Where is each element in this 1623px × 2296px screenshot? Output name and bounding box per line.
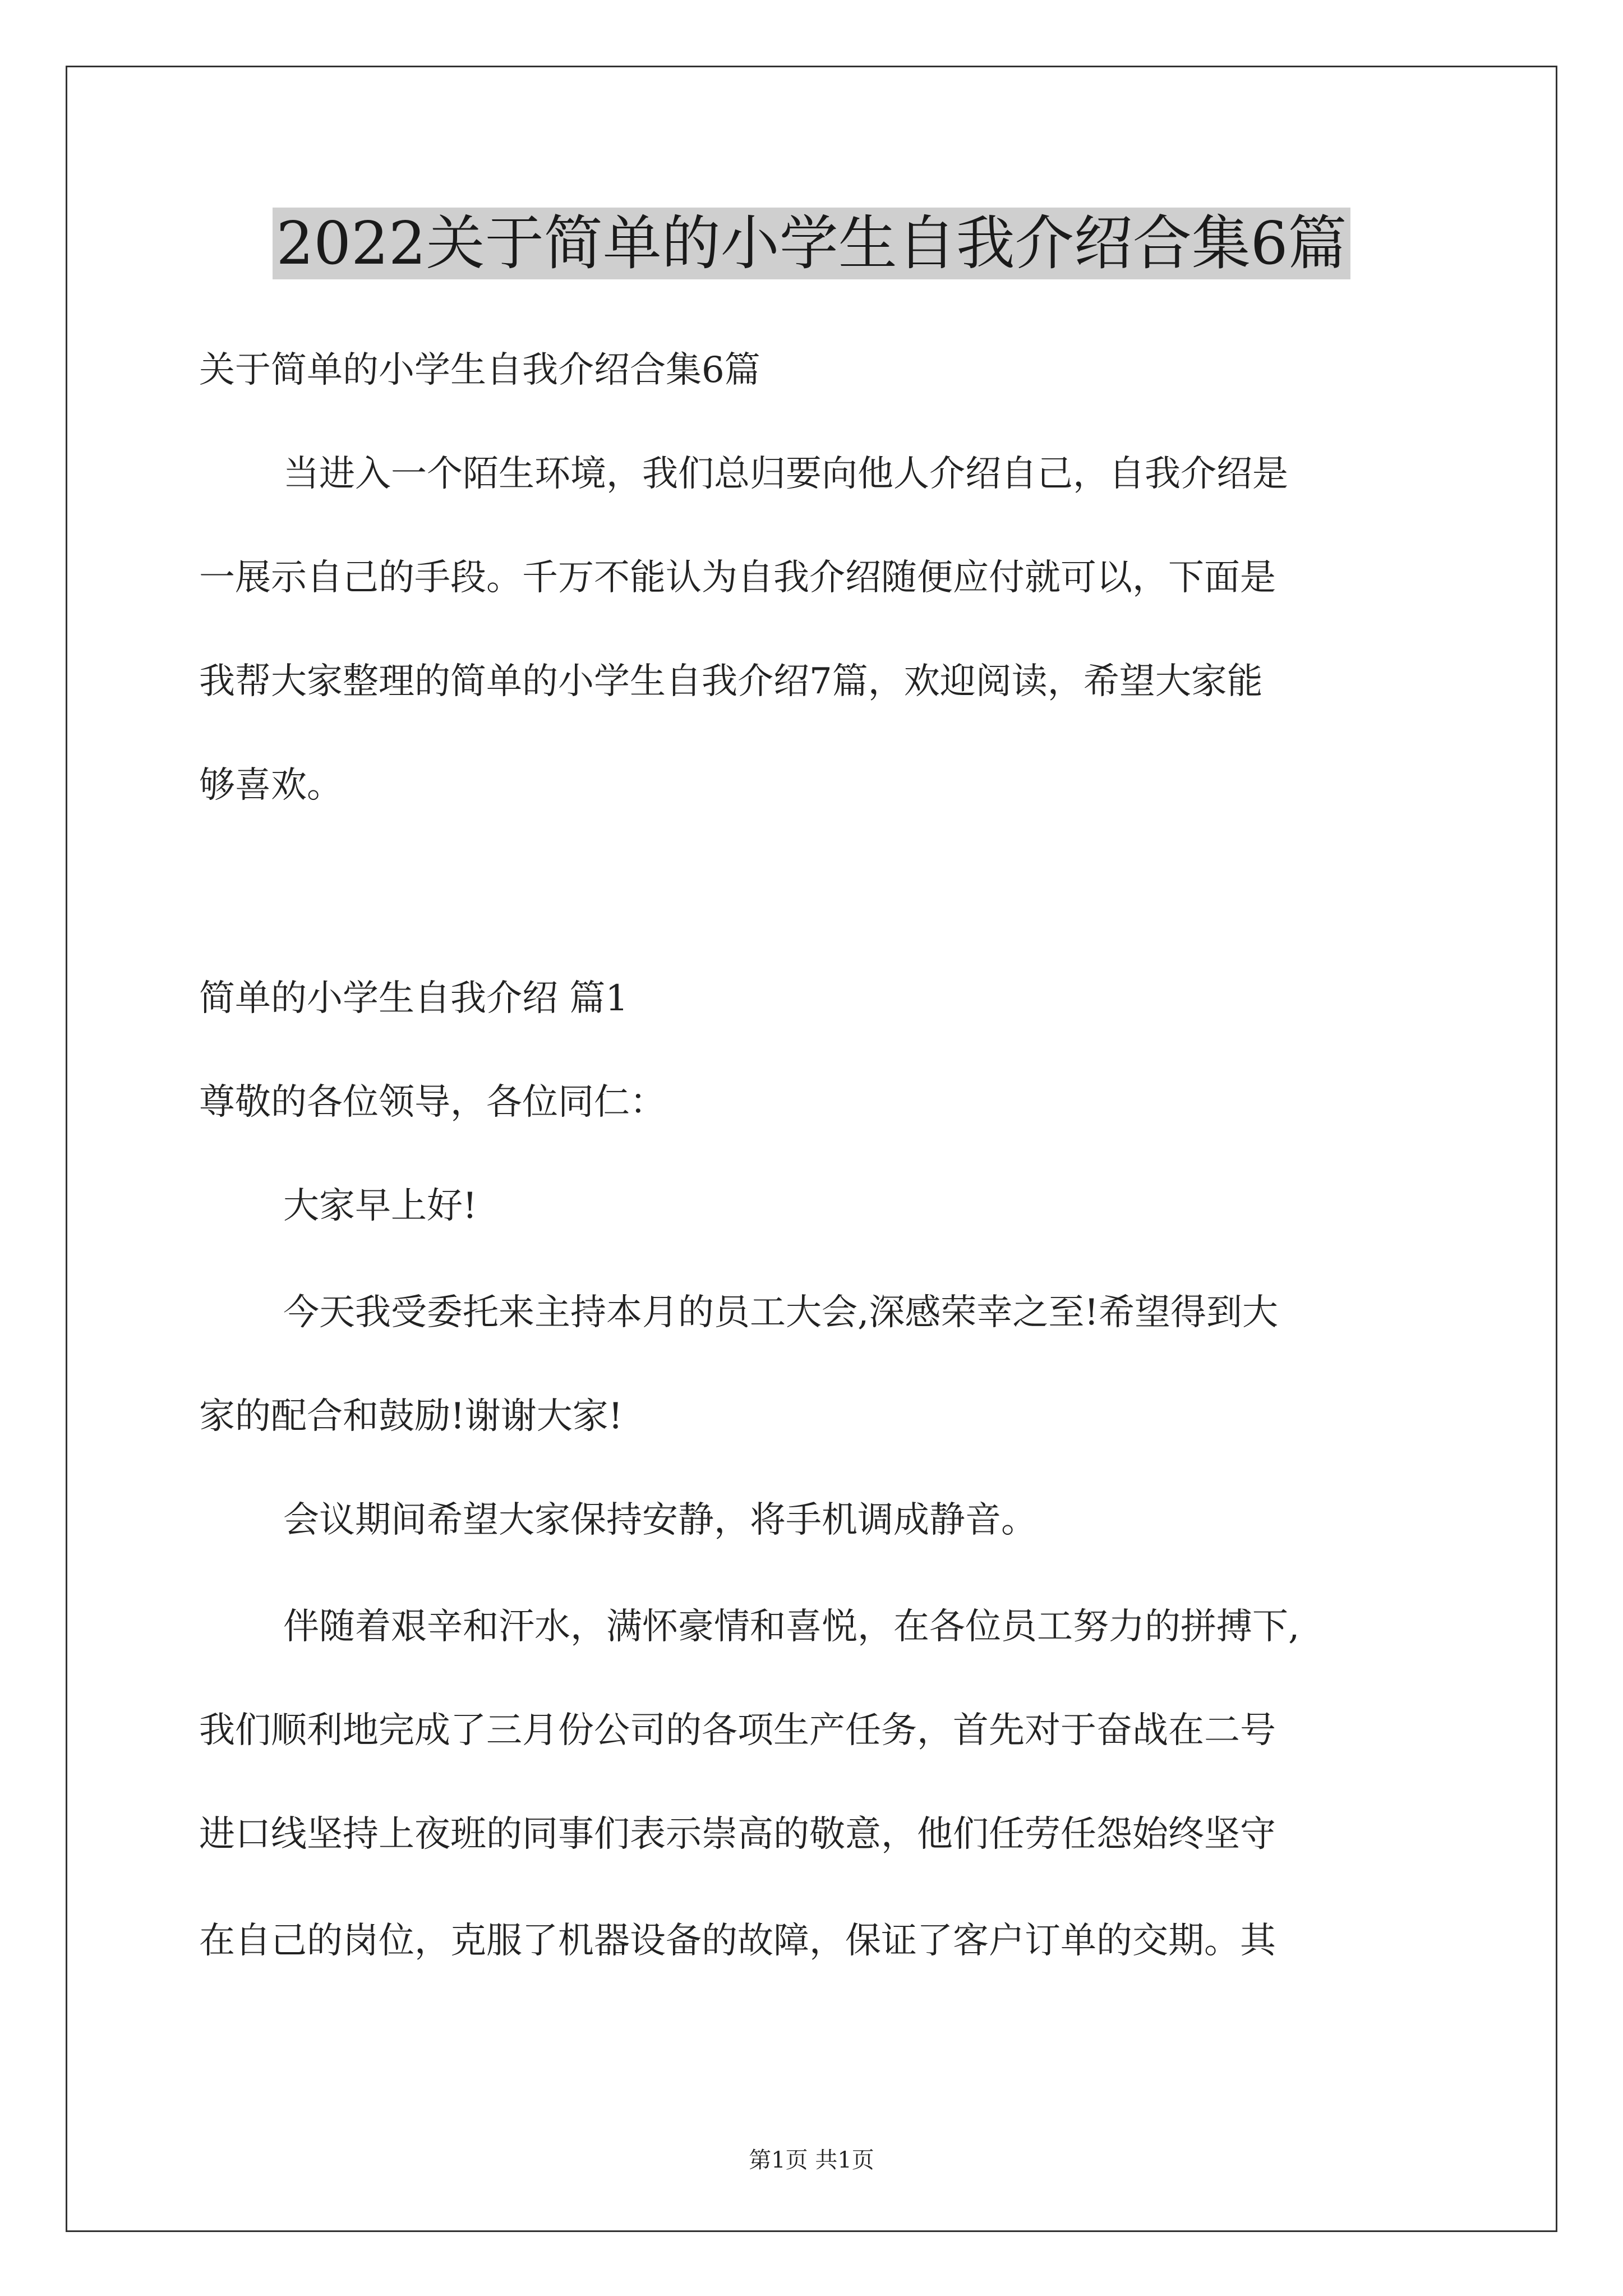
title-container xyxy=(0,208,1623,279)
paragraph-line: 会议期间希望大家保持安静，将手机调成静音。 xyxy=(283,1499,1037,1541)
paragraph-line: 伴随着艰辛和汗水，满怀豪情和喜悦，在各位员工努力的拼搏下, xyxy=(283,1606,1300,1648)
paragraph-line: 今天我受委托来主持本月的员工大会,深感荣幸之至!希望得到大 xyxy=(283,1292,1279,1333)
section-heading: 简单的小学生自我介绍 篇1 xyxy=(199,978,629,1019)
paragraph-line: 大家早上好! xyxy=(283,1185,477,1227)
page-footer: 第1页 共1页 xyxy=(749,2147,874,2173)
document-title: 2022关于简单的小学生自我介绍合集6篇 xyxy=(273,208,1350,279)
paragraph-line: 我们顺利地完成了三月份公司的各项生产任务，首先对于奋战在二号 xyxy=(199,1710,1276,1751)
paragraph-line: 我帮大家整理的简单的小学生自我介绍7篇，欢迎阅读，希望大家能 xyxy=(199,661,1263,702)
paragraph-line: 在自己的岗位，克服了机器设备的故障，保证了客户订单的交期。其 xyxy=(199,1920,1276,1962)
paragraph-line: 一展示自己的手段。千万不能认为自我介绍随便应付就可以，下面是 xyxy=(199,557,1276,599)
paragraph-line: 当进入一个陌生环境，我们总归要向他人介绍自己，自我介绍是 xyxy=(283,453,1288,495)
paragraph-line: 尊敬的各位领导，各位同仁： xyxy=(199,1082,666,1123)
paragraph-line: 家的配合和鼓励!谢谢大家! xyxy=(199,1396,623,1437)
paragraph-line: 够喜欢。 xyxy=(199,765,343,806)
paragraph-line: 进口线坚持上夜班的同事们表示崇高的敬意，他们任劳任怨始终坚守 xyxy=(199,1814,1276,1855)
subtitle-line: 关于简单的小学生自我介绍合集6篇 xyxy=(199,349,760,391)
